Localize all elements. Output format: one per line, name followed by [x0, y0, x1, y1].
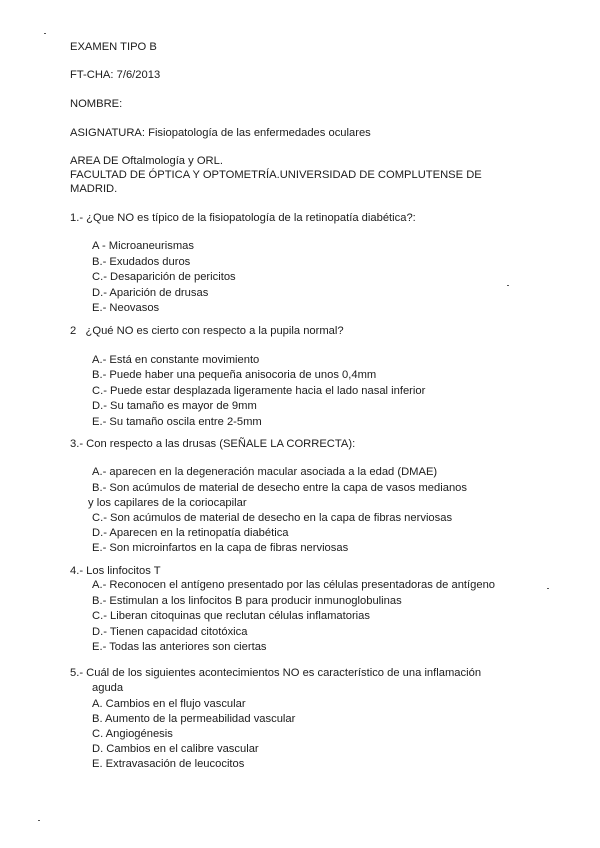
question-1-option-a: A - Microaneurismas [92, 240, 194, 252]
question-5-text: 5.- Cuál de los siguientes acontecimientos NO es característico de una inflamación [70, 667, 482, 679]
question-3-option-c: C.- Son acúmulos de material de desecho en la capa de fibras nerviosas [92, 512, 453, 524]
question-5-option-c: C. Angiogénesis [92, 728, 173, 740]
faculty-line-2: MADRID. [70, 183, 118, 195]
question-2-option-b: B.- Puede haber una pequeña anisocoria de unos 0,4mm [92, 369, 377, 381]
question-3-option-b: B.- Son acúmulos de material de desecho entre la capa de vasos medianos [92, 482, 467, 494]
question-5-option-e: E. Extravasación de leucocitos [92, 758, 245, 770]
scan-speck [38, 820, 40, 821]
faculty-line-1: FACULTAD DE ÓPTICA Y OPTOMETRÍA.UNIVERSIDAD DE COMPLUTENSE DE [70, 169, 482, 181]
question-1-option-c: C.- Desaparición de pericitos [92, 271, 236, 283]
name-label: NOMBRE: [70, 98, 123, 110]
question-3-text: 3.- Con respecto a las drusas (SEÑALE LA CORRECTA): [70, 438, 356, 450]
question-2-option-e: E.- Su tamaño oscila entre 2-5mm [92, 416, 262, 428]
question-4-option-e: E.- Todas las anteriores son ciertas [92, 641, 267, 653]
question-4-option-c: C.- Liberan citoquinas que reclutan células inflamatorias [92, 610, 370, 622]
question-1-option-b: B.- Exudados duros [92, 256, 191, 268]
question-1-option-d: D.- Aparición de drusas [92, 287, 209, 299]
scan-speck [547, 588, 549, 589]
subject-line: ASIGNATURA: Fisiopatología de las enfermedades oculares [70, 127, 371, 139]
question-5-option-a: A. Cambios en el flujo vascular [92, 698, 246, 710]
question-3-option-b-continued: y los capilares de la coriocapilar [88, 497, 247, 509]
question-1-option-e: E.- Neovasos [92, 302, 160, 314]
question-4-text: 4.- Los linfocitos T [70, 565, 161, 577]
question-5-text-continued: aguda [92, 682, 124, 694]
question-3-option-a: A.- aparecen en la degeneración macular asociada a la edad (DMAE) [92, 466, 438, 478]
scan-speck [44, 33, 46, 34]
question-5-option-b: B. Aumento de la permeabilidad vascular [92, 713, 296, 725]
question-2-text: 2 ¿Qué NO es cierto con respecto a la pupila normal? [70, 325, 344, 337]
scan-speck [507, 285, 509, 286]
question-4-option-d: D.- Tienen capacidad citotóxica [92, 626, 248, 638]
question-2-option-c: C.- Puede estar desplazada ligeramente hacia el lado nasal inferior [92, 385, 426, 397]
area-line: AREA DE Oftalmología y ORL. [70, 155, 223, 167]
question-2-option-d: D.- Su tamaño es mayor de 9mm [92, 400, 257, 412]
question-1-text: 1.- ¿Que NO es típico de la fisiopatología de la retinopatía diabética?: [70, 212, 416, 224]
exam-code-date: FT-CHA: 7/6/2013 [70, 69, 161, 81]
exam-title: EXAMEN TIPO B [70, 41, 157, 53]
question-5-option-d: D. Cambios en el calibre vascular [92, 743, 259, 755]
question-3-option-d: D.- Aparecen en la retinopatía diabética [92, 527, 289, 539]
question-4-option-a: A.- Reconocen el antígeno presentado por las células presentadoras de antígeno [92, 579, 496, 591]
question-4-option-b: B.- Estimulan a los linfocitos B para producir inmunoglobulinas [92, 595, 402, 607]
question-2-option-a: A.- Está en constante movimiento [92, 354, 260, 366]
question-3-option-e: E.- Son microinfartos en la capa de fibras nerviosas [92, 542, 349, 554]
